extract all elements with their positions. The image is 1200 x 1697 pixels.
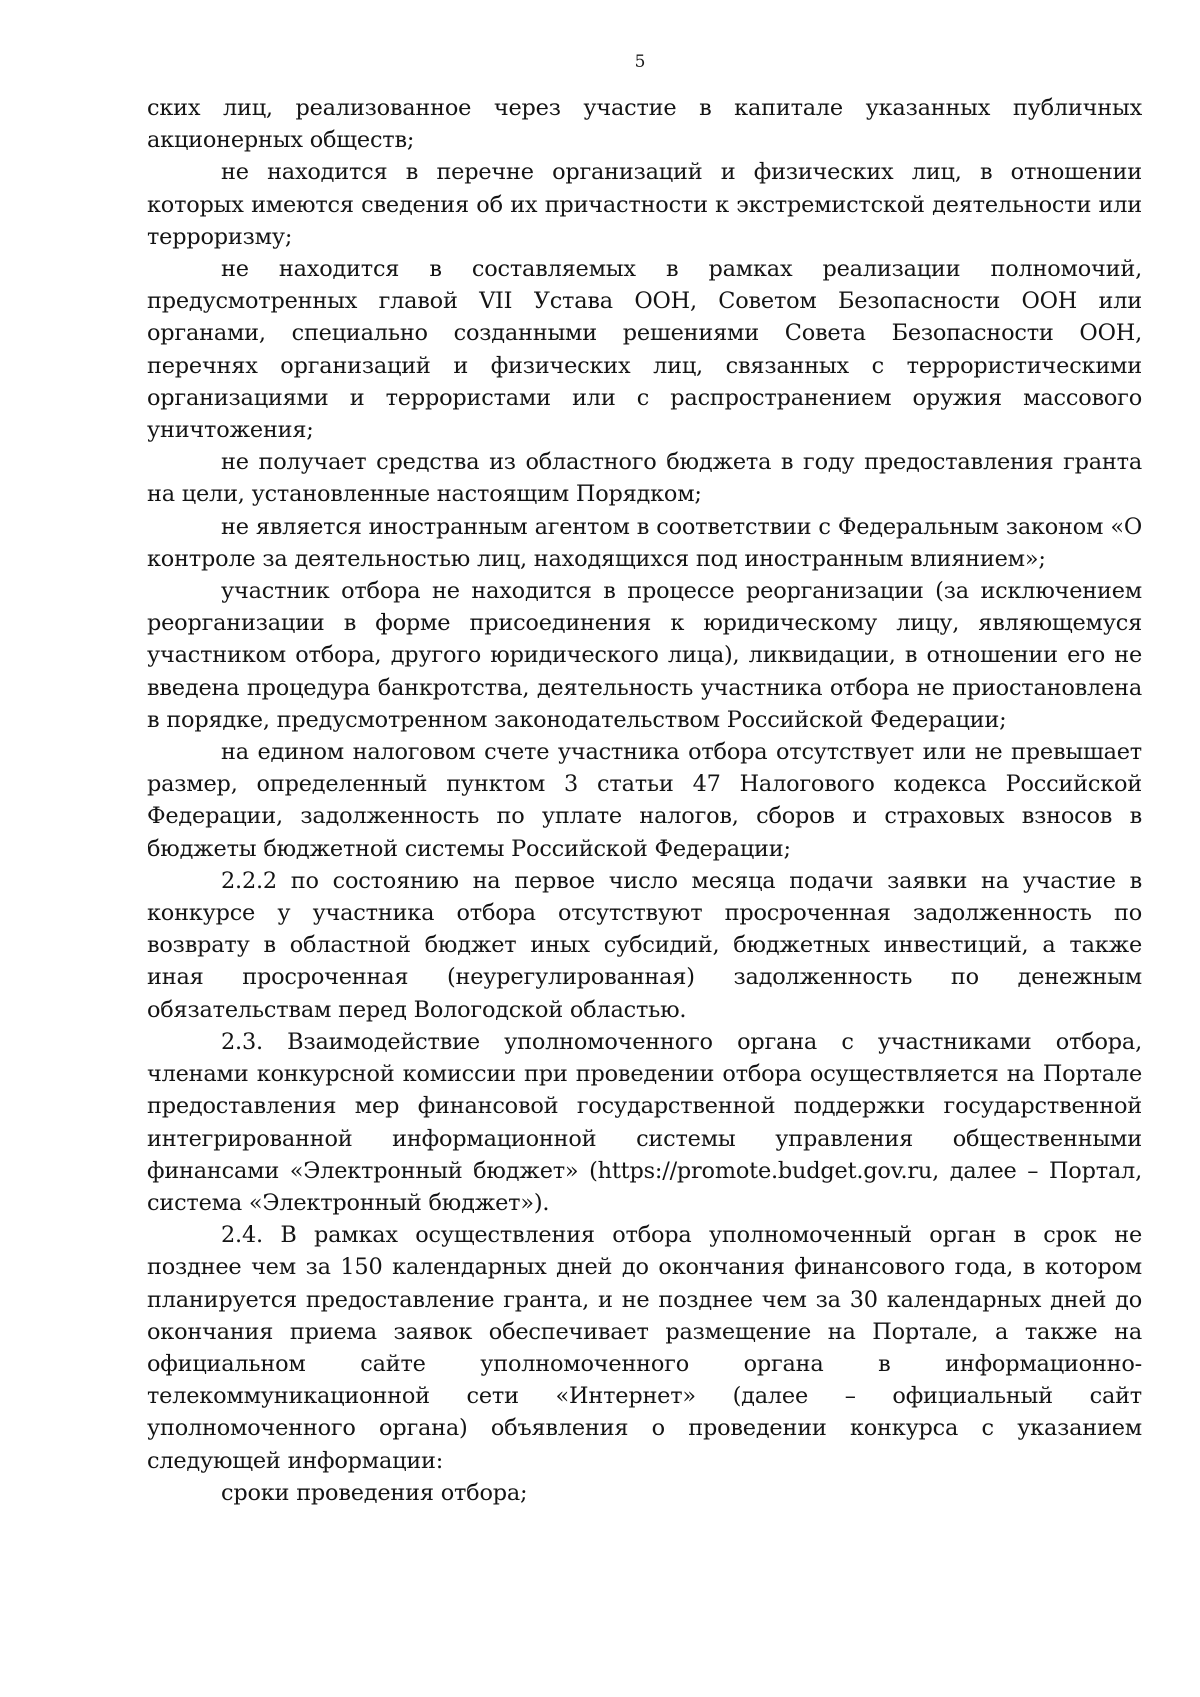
paragraph-2-2-2: 2.2.2 по состоянию на первое число месяца подачи заявки на участие в конкурсе у участника отбора отсутствуют просроченная задолженность по возврату в областной бюджет иных субсидий, бюджетных инвестиций, а также иная просроченная (неурегулированная) задолженность по денежным обязательствам перед Вологодской областью. xyxy=(147,867,1142,1023)
paragraph: на едином налоговом счете участника отбора отсутствует или не превышает размер, определенный пунктом 3 статьи 47 Налогового кодекса Российской Федерации, задолженность по уплате налогов, сборов и страховых взносов в бюджеты бюджетной системы Российской Федерации; xyxy=(147,739,1142,862)
paragraph: не находится в перечне организаций и физических лиц, в отношении которых имеются сведения об их причастности к экстремистской деятельности или терроризму; xyxy=(147,159,1142,250)
paragraph: не является иностранным агентом в соответствии с Федеральным законом «О контроле за деятельностью лиц, находящихся под иностранным влиянием»; xyxy=(147,513,1142,572)
page-number: 5 xyxy=(634,52,646,72)
paragraph-2-3: 2.3. Взаимодействие уполномоченного органа с участниками отбора, членами конкурсной комиссии при проведении отбора осуществляется на Портале предоставления мер финансовой государственной поддержки государственной интегрированной информационной системы управления общественными финансами «Электронный бюджет» (https://promote.budget.gov.ru, далее – Портал, система «Электронный бюджет»). xyxy=(147,1028,1142,1216)
paragraph: сроки проведения отбора; xyxy=(221,1479,528,1506)
document-body xyxy=(147,92,1142,1509)
paragraph: не находится в составляемых в рамках реализации полномочий, предусмотренных главой VII Устава ООН, Советом Безопасности ООН или органами, специально созданными решениями Совета Безопасности ООН, перечнях организаций и физических лиц, связанных с террористическими организациями и террористами или с распространением оружия массового уничтожения; xyxy=(147,256,1142,444)
paragraph: ских лиц, реализованное через участие в капитале указанных публичных акционерных обществ; xyxy=(147,95,1142,154)
paragraph: участник отбора не находится в процессе реорганизации (за исключением реорганизации в форме присоединения к юридическому лицу, являющемуся участником отбора, другого юридического лица), ликвидации, в отношении его не введена процедура банкротства, деятельность участника отбора не приостановлена в порядке, предусмотренном законодательством Российской Федерации; xyxy=(147,578,1142,733)
paragraph: не получает средства из областного бюджета в году предоставления гранта на цели, установленные настоящим Порядком; xyxy=(147,449,1142,508)
paragraph-2-4: 2.4. В рамках осуществления отбора уполномоченный орган в срок не позднее чем за 150 календарных дней до окончания финансового года, в котором планируется предоставление гранта, и не позднее чем за 30 календарных дней до окончания приема заявок обеспечивает размещение на Портале, а также на официальном сайте уполномоченного органа в информационно-телекоммуникационной сети «Интернет» (далее – официальный сайт уполномоченного органа) объявления о проведении конкурса с указанием следующей информации: xyxy=(147,1222,1142,1474)
